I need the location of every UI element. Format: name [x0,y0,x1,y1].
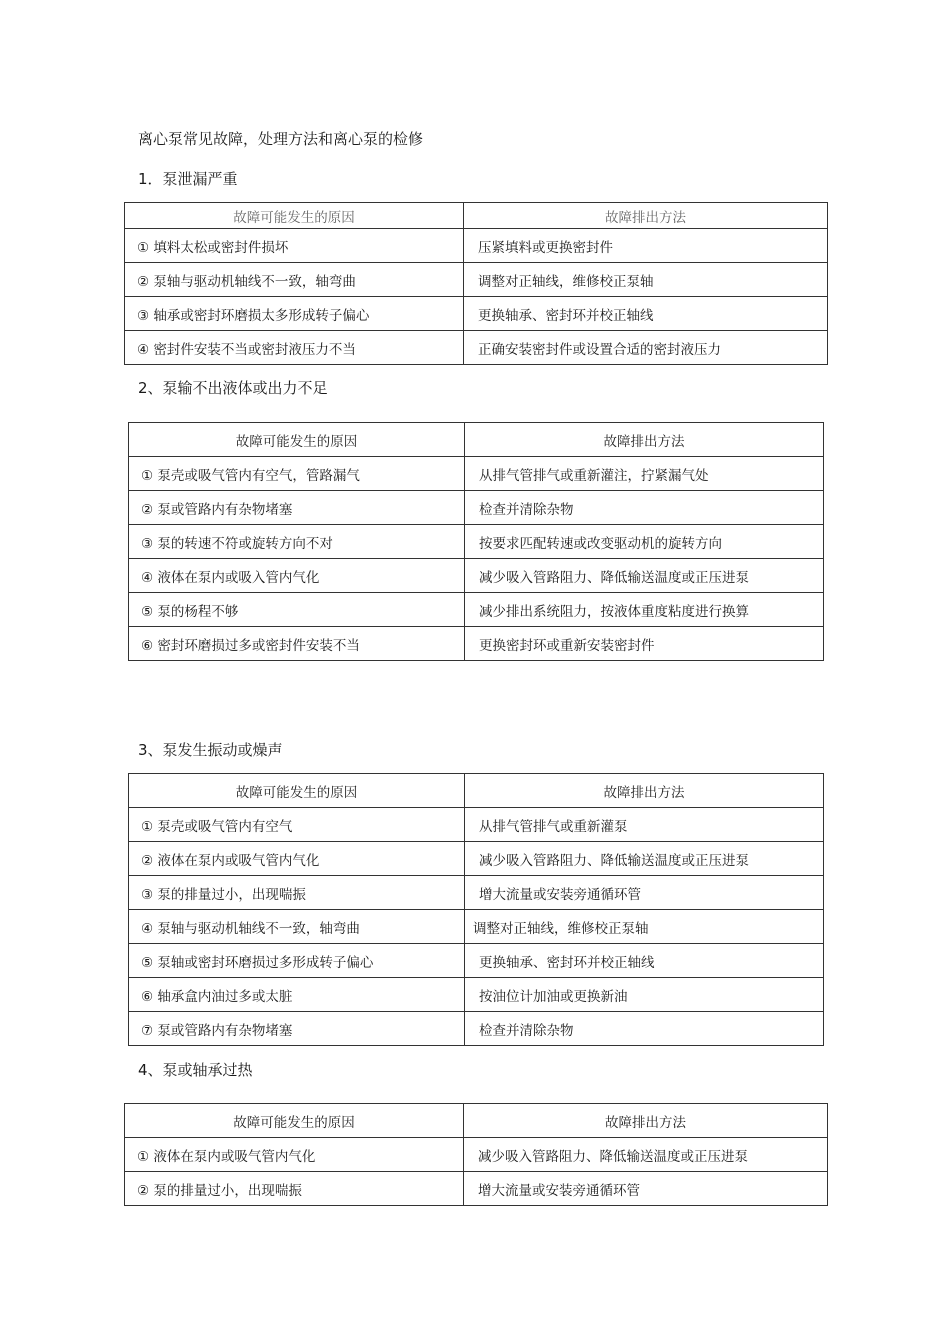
fault-table-overheating [124,1103,828,1206]
header-remedy: 故障排出方法 [465,774,824,808]
remedy-cell: 从排气管排气或重新灌注，拧紧漏气处 [465,457,824,491]
cause-cell: ① 液体在泵内或吸气管内气化 [125,1138,464,1172]
cause-cell: ④ 泵轴与驱动机轴线不一致，轴弯曲 [129,910,465,944]
cause-cell: ① 泵壳或吸气管内有空气，管路漏气 [129,457,465,491]
table-header-row [125,203,828,229]
cause-cell: ③ 轴承或密封环磨损太多形成转子偏心 [125,297,464,331]
table-header-row [129,423,824,457]
header-cause: 故障可能发生的原因 [129,774,465,808]
section-heading: 2、泵输不出液体或出力不足 [138,379,328,397]
cause-cell: ③ 泵的排量过小，出现喘振 [129,876,465,910]
cause-cell: ① 填料太松或密封件损坏 [125,229,464,263]
table-row [129,627,824,661]
cause-cell: ⑤ 泵轴或密封环磨损过多形成转子偏心 [129,944,465,978]
remedy-cell: 压紧填料或更换密封件 [464,229,828,263]
remedy-cell: 更换轴承、密封环并校正轴线 [464,297,828,331]
cause-cell: ⑤ 泵的杨程不够 [129,593,465,627]
remedy-cell: 减少吸入管路阻力、降低输送温度或正压进泵 [464,1138,828,1172]
cause-cell: ② 泵的排量过小，出现喘振 [125,1172,464,1206]
table-row [129,593,824,627]
table-row [125,1138,828,1172]
table-row [125,1172,828,1206]
header-cause: 故障可能发生的原因 [125,1104,464,1138]
remedy-cell: 更换轴承、密封环并校正轴线 [465,944,824,978]
section-heading: 3、泵发生振动或燥声 [138,741,283,759]
table-row [129,944,824,978]
table-row [125,331,828,365]
table-row [125,229,828,263]
cause-cell: ① 泵壳或吸气管内有空气 [129,808,465,842]
remedy-cell: 检查并清除杂物 [465,1012,824,1046]
header-cause: 故障可能发生的原因 [125,203,464,229]
cause-cell: ④ 密封件安装不当或密封液压力不当 [125,331,464,365]
header-remedy: 故障排出方法 [465,423,824,457]
header-remedy: 故障排出方法 [464,1104,828,1138]
table-row [129,876,824,910]
table-row [129,491,824,525]
cause-cell: ⑦ 泵或管路内有杂物堵塞 [129,1012,465,1046]
table-row [125,297,828,331]
remedy-cell: 按油位计加油或更换新油 [465,978,824,1012]
cause-cell: ② 泵轴与驱动机轴线不一致，轴弯曲 [125,263,464,297]
table-row [129,808,824,842]
remedy-cell: 增大流量或安装旁通循环管 [465,876,824,910]
table-row [129,525,824,559]
section-heading: 1．泵泄漏严重 [138,170,238,188]
cause-cell: ⑥ 密封环磨损过多或密封件安装不当 [129,627,465,661]
fault-table-leakage [124,202,828,365]
remedy-cell: 调整对正轴线，维修校正泵轴 [465,910,824,944]
table-row [129,457,824,491]
remedy-cell: 按要求匹配转速或改变驱动机的旋转方向 [465,525,824,559]
header-cause: 故障可能发生的原因 [129,423,465,457]
remedy-cell: 减少排出系统阻力，按液体重度粘度进行换算 [465,593,824,627]
remedy-cell: 正确安装密封件或设置合适的密封液压力 [464,331,828,365]
table-header-row [129,774,824,808]
table-row [125,263,828,297]
remedy-cell: 检查并清除杂物 [465,491,824,525]
remedy-cell: 减少吸入管路阻力、降低输送温度或正压进泵 [465,842,824,876]
remedy-cell: 调整对正轴线，维修校正泵轴 [464,263,828,297]
fault-table-vibration [128,773,824,1046]
table-row [129,559,824,593]
table-header-row [125,1104,828,1138]
table-row [129,910,824,944]
cause-cell: ③ 泵的转速不符或旋转方向不对 [129,525,465,559]
cause-cell: ⑥ 轴承盒内油过多或太脏 [129,978,465,1012]
remedy-cell: 从排气管排气或重新灌泵 [465,808,824,842]
remedy-cell: 更换密封环或重新安装密封件 [465,627,824,661]
table-row [129,978,824,1012]
header-remedy: 故障排出方法 [464,203,828,229]
section-heading: 4、泵或轴承过热 [138,1061,253,1079]
cause-cell: ② 液体在泵内或吸气管内气化 [129,842,465,876]
fault-table-no-output [128,422,824,661]
cause-cell: ④ 液体在泵内或吸入管内气化 [129,559,465,593]
remedy-cell: 增大流量或安装旁通循环管 [464,1172,828,1206]
cause-cell: ② 泵或管路内有杂物堵塞 [129,491,465,525]
page-title: 离心泵常见故障，处理方法和离心泵的检修 [138,130,424,148]
table-row [129,1012,824,1046]
remedy-cell: 减少吸入管路阻力、降低输送温度或正压进泵 [465,559,824,593]
table-row [129,842,824,876]
